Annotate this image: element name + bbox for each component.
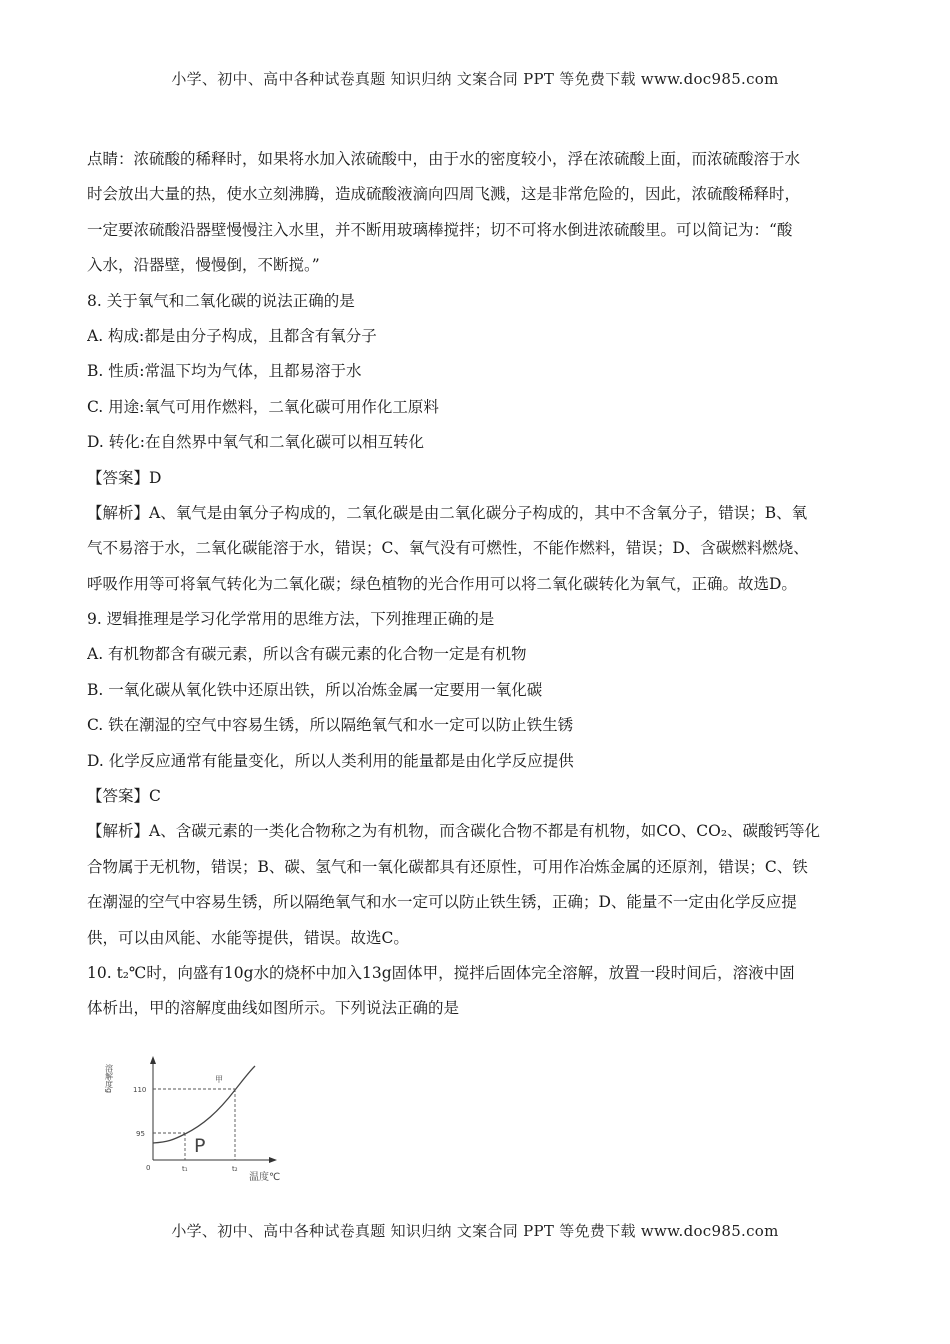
question-8-option-a: A. 构成:都是由分子构成，且都含有氧分子 [87,326,377,345]
question-8-answer: 【答案】D [87,468,162,487]
origin-label: 0 [146,1164,151,1172]
question-9-option-d: D. 化学反应通常有能量变化，所以人类利用的能量都是由化学反应提供 [87,751,574,770]
question-9-analysis: 在潮湿的空气中容易生锈，所以隔绝氧气和水一定可以防止铁生锈，正确；D、能量不一定由化学反应提 [87,893,797,912]
solubility-curve-svg [103,1050,288,1185]
x-axis-arrow [269,1157,277,1163]
question-9-option-b: B. 一氧化碳从氧化铁中还原出铁，所以冶炼金属一定要用一氧化碳 [87,680,543,699]
text-line: 一定要浓硫酸沿器壁慢慢注入水里，并不断用玻璃棒搅拌；切不可将水倒进浓硫酸里。可以简记为：“酸 [87,220,793,239]
text-line: 时会放出大量的热，使水立刻沸腾，造成硫酸液滴向四周飞溅，这是非常危险的，因此，浓硫酸稀释时， [87,185,801,204]
page-header: 小学、初中、高中各种试卷真题 知识归纳 文案合同 PPT 等免费下载 www.doc985.com [171,70,779,88]
question-8-option-c: C. 用途:氧气可用作燃料，二氧化碳可用作化工原料 [87,397,439,416]
question-9-stem: 9. 逻辑推理是学习化学常用的思维方法，下列推理正确的是 [87,610,495,629]
page-footer: 小学、初中、高中各种试卷真题 知识归纳 文案合同 PPT 等免费下载 www.doc985.com [171,1222,779,1240]
x-tick-t2: t₂ [232,1165,238,1173]
solubility-curve-figure [103,1050,288,1185]
question-8-analysis: 【解析】A、氧气是由氧分子构成的，二氧化碳是由二氧化碳分子构成的，其中不含氧分子，错误；B、氧 [87,503,808,522]
y-axis-label: 溶解度g [104,1064,114,1094]
y-tick-95: 95 [136,1130,145,1138]
curve-label: 甲 [215,1075,223,1084]
question-8-option-d: D. 转化:在自然界中氧气和二氧化碳可以相互转化 [87,433,424,452]
question-9-analysis: 【解析】A、含碳元素的一类化合物称之为有机物，而含碳化合物不都是有机物，如CO、CO₂、碳酸钙等化 [87,822,821,841]
question-9-answer: 【答案】C [87,787,161,806]
document-body [87,142,863,1027]
question-9-option-c: C. 铁在潮湿的空气中容易生锈，所以隔绝氧气和水一定可以防止铁生锈 [87,716,574,735]
x-tick-t1: t₁ [182,1165,188,1173]
solubility-curve [153,1066,255,1143]
question-8-option-b: B. 性质:常温下均为气体，且都易溶于水 [87,362,362,381]
text-line: 入水，沿器壁，慢慢倒，不断搅。” [87,256,320,275]
question-10-stem: 体析出，甲的溶解度曲线如图所示。下列说法正确的是 [87,999,460,1018]
x-axis-label: 温度℃ [249,1172,281,1183]
question-8-analysis: 气不易溶于水，二氧化碳能溶于水，错误；C、氧气没有可燃性，不能作燃料，错误；D、含碳燃料燃烧、 [87,539,809,558]
question-9-analysis: 合物属于无机物，错误；B、碳、氢气和一氧化碳都具有还原性，可用作冶炼金属的还原剂，错误；C、铁 [87,857,808,876]
text-line: 点睛：浓硫酸的稀释时，如果将水加入浓硫酸中，由于水的密度较小，浮在浓硫酸上面，而浓硫酸溶于水 [87,150,801,168]
y-tick-110: 110 [133,1086,147,1094]
point-p-label: P [194,1135,206,1157]
question-10-stem: 10. t₂℃时，向盛有10g水的烧杯中加入13g固体甲，搅拌后固体完全溶解，放置一段时间后，溶液中固 [87,963,795,982]
question-9-option-a: A. 有机物都含有碳元素，所以含有碳元素的化合物一定是有机物 [87,645,527,664]
question-9-analysis: 供，可以由风能、水能等提供，错误。故选C。 [87,928,409,947]
question-8-stem: 8. 关于氧气和二氧化碳的说法正确的是 [87,291,355,310]
y-axis-arrow [150,1056,156,1064]
question-8-analysis: 呼吸作用等可将氧气转化为二氧化碳；绿色植物的光合作用可以将二氧化碳转化为氧气，正确。故选D。 [87,574,797,593]
